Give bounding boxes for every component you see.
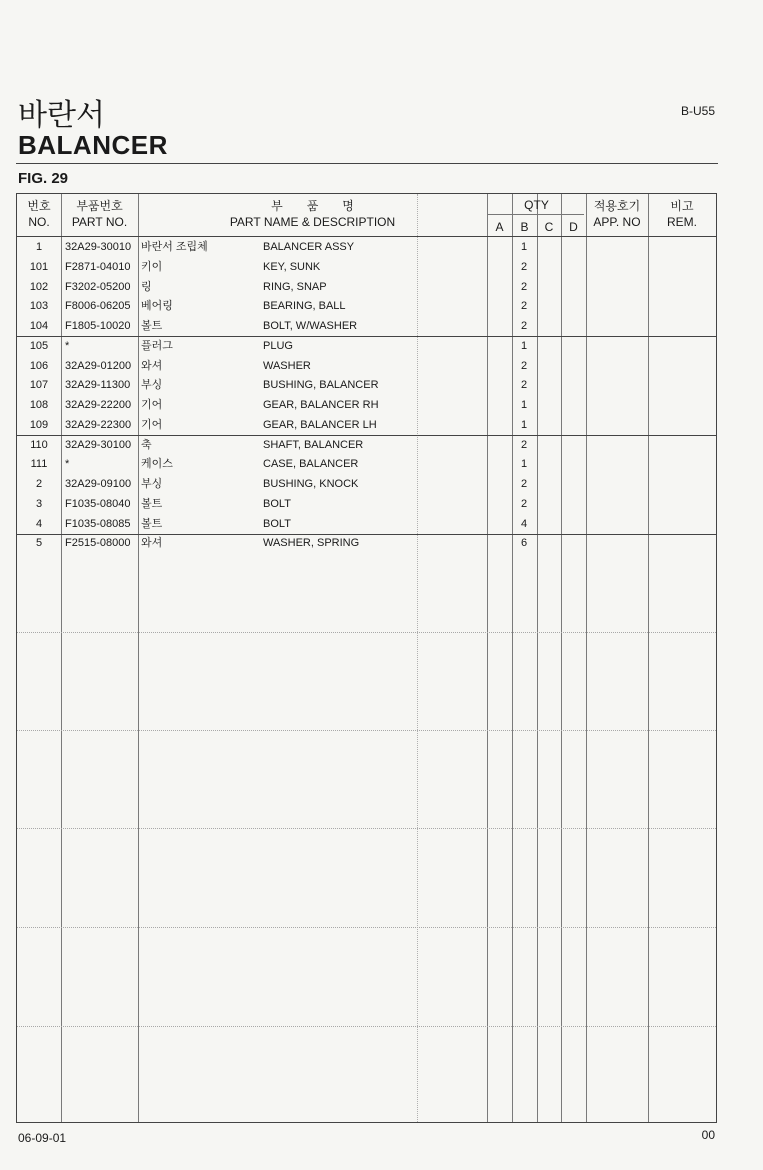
row-description: BOLT, W/WASHER	[263, 320, 358, 332]
row-no: 102	[29, 280, 49, 293]
row-qty-b: 1	[520, 399, 528, 411]
row-qty-b: 2	[520, 280, 528, 293]
header-qty-d: D	[569, 220, 578, 234]
row-name-korean: 링	[141, 280, 152, 293]
row-part-no: 32A29-01200	[65, 359, 132, 372]
row-qty-b: 1	[520, 339, 528, 352]
row-description: GEAR, BALANCER LH	[263, 418, 377, 431]
row-qty-b: 2	[520, 438, 528, 451]
row-part-no: 32A29-22300	[65, 418, 132, 431]
row-qty-b: 4	[520, 517, 528, 530]
row-description: BUSHING, KNOCK	[263, 478, 359, 490]
row-part-no: 32A29-30100	[65, 438, 132, 451]
table-row	[17, 375, 716, 395]
model-code: B-U55	[680, 104, 715, 118]
row-name-korean: 케이스	[141, 458, 173, 471]
header-qty: QTY	[524, 198, 549, 212]
row-no: 2	[35, 478, 43, 490]
row-name-korean: 볼트	[141, 320, 163, 332]
row-name-korean: 볼트	[141, 497, 163, 510]
table-row	[17, 395, 716, 415]
table-row	[17, 316, 716, 336]
header-qty-a: A	[495, 220, 504, 234]
footer-date: 06-09-01	[18, 1131, 67, 1145]
table-row	[17, 257, 716, 277]
row-description: BOLT	[263, 497, 291, 510]
header-qty-b: B	[520, 220, 529, 234]
row-qty-b: 2	[520, 379, 528, 392]
row-name-korean: 플러그	[141, 339, 173, 352]
qty-header-divider	[487, 214, 584, 215]
row-part-no: F1805-10020	[65, 320, 131, 332]
group-separator	[17, 927, 716, 928]
group-separator	[17, 828, 716, 829]
header-remarks: 비고 REM.	[667, 199, 697, 229]
page-title: BALANCER	[18, 130, 168, 160]
row-description: RING, SNAP	[263, 280, 327, 293]
row-part-no: F1035-08085	[65, 517, 131, 530]
row-part-no: F1035-08040	[65, 497, 131, 510]
row-no: 105	[29, 339, 49, 352]
row-part-no: F3202-05200	[65, 280, 131, 293]
page-title-korean: 바란서	[18, 98, 105, 133]
table-row	[17, 494, 716, 514]
row-qty-b: 6	[520, 537, 528, 550]
row-name-korean: 키이	[141, 260, 163, 273]
row-description: CASE, BALANCER	[263, 458, 359, 471]
row-name-korean: 기어	[141, 418, 163, 431]
table-row	[17, 415, 716, 435]
row-no: 5	[35, 537, 43, 550]
table-row	[17, 296, 716, 316]
parts-table	[16, 193, 717, 1123]
row-description: BEARING, BALL	[263, 300, 346, 313]
row-part-no: F2515-08000	[65, 537, 131, 550]
row-name-korean: 바란서 조립체	[141, 241, 208, 253]
row-name-korean: 볼트	[141, 517, 163, 530]
row-part-no: *	[65, 339, 70, 352]
row-no: 103	[29, 300, 49, 313]
table-row	[17, 336, 716, 356]
header-no: 번호 NO.	[27, 199, 51, 229]
row-description: GEAR, BALANCER RH	[263, 399, 379, 411]
row-qty-b: 2	[520, 300, 528, 313]
row-name-korean: 축	[141, 438, 152, 451]
table-row	[17, 356, 716, 376]
group-separator	[17, 632, 716, 633]
row-qty-b: 2	[520, 260, 528, 273]
header-app-no: 적용호기 APP. NO	[593, 199, 641, 229]
row-no: 3	[35, 497, 43, 510]
header-qty-c: C	[544, 220, 554, 234]
header-part-name: 부 품 명 PART NAME & DESCRIPTION	[229, 199, 396, 229]
row-name-korean: 부싱	[141, 478, 163, 490]
row-no: 107	[29, 379, 49, 392]
row-no: 110	[30, 438, 48, 451]
row-part-no: 32A29-09100	[65, 478, 132, 490]
row-description: BALANCER ASSY	[263, 241, 355, 253]
row-no: 104	[29, 320, 49, 332]
table-row	[17, 277, 716, 297]
row-qty-b: 1	[520, 458, 528, 471]
row-qty-b: 2	[520, 359, 528, 372]
row-part-no: *	[65, 458, 70, 471]
row-qty-b: 1	[520, 241, 528, 253]
row-qty-b: 2	[520, 320, 528, 332]
row-part-no: F8006-06205	[65, 300, 131, 313]
table-row	[17, 454, 716, 474]
row-part-no: F2871-04010	[65, 260, 131, 273]
row-description: KEY, SUNK	[263, 260, 321, 273]
show-through-text	[300, 92, 308, 124]
row-description: BOLT	[263, 517, 291, 530]
page-number: 00	[701, 1128, 715, 1142]
row-description: WASHER, SPRING	[263, 537, 360, 550]
figure-label: FIG. 29	[18, 170, 69, 187]
row-description: BUSHING, BALANCER	[263, 379, 379, 392]
row-description: PLUG	[263, 339, 293, 352]
row-qty-b: 2	[520, 497, 528, 510]
row-part-no: 32A29-30010	[65, 241, 132, 253]
row-name-korean: 와셔	[141, 359, 163, 372]
row-description: SHAFT, BALANCER	[263, 438, 364, 451]
row-no: 4	[35, 517, 43, 530]
header-part-no: 부품번호 PART NO.	[71, 199, 128, 229]
row-qty-b: 2	[520, 478, 528, 490]
group-separator	[17, 1026, 716, 1027]
row-name-korean: 부싱	[141, 379, 163, 392]
row-part-no: 32A29-22200	[65, 399, 132, 411]
group-separator	[17, 730, 716, 731]
table-row	[17, 474, 716, 494]
row-no: 109	[29, 418, 49, 431]
row-no: 108	[29, 399, 49, 411]
row-name-korean: 기어	[141, 399, 163, 411]
row-no: 101	[29, 260, 49, 273]
row-no: 111	[30, 458, 48, 471]
row-name-korean: 와셔	[141, 537, 163, 550]
table-row	[17, 435, 716, 455]
table-row	[17, 237, 716, 257]
row-description: WASHER	[263, 359, 311, 372]
row-name-korean: 베어링	[141, 300, 173, 313]
title-divider	[16, 163, 718, 164]
row-no: 106	[29, 359, 49, 372]
row-qty-b: 1	[520, 418, 528, 431]
row-part-no: 32A29-11300	[65, 379, 131, 392]
table-row	[17, 514, 716, 534]
table-row	[17, 533, 716, 553]
row-no: 1	[35, 241, 43, 253]
